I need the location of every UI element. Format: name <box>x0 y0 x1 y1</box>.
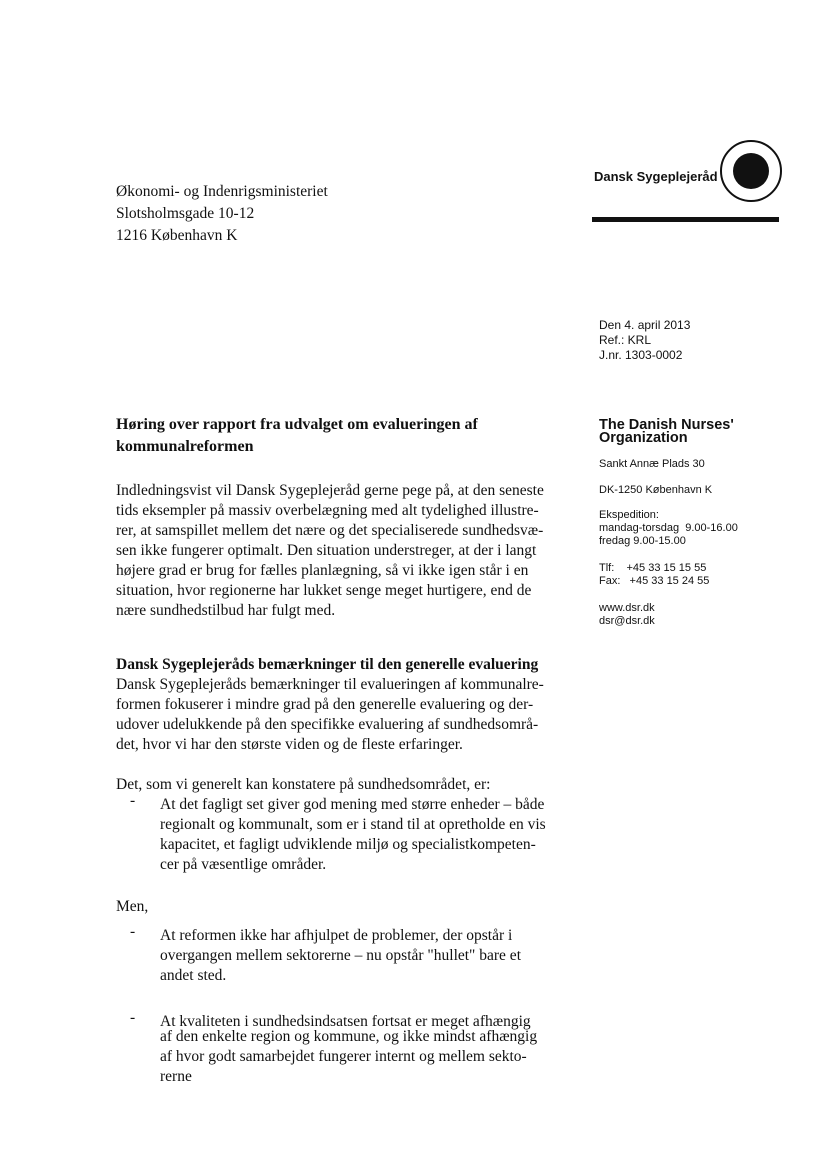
letterhead-rule <box>592 217 779 222</box>
section-heading: Dansk Sygeplejeråds bemærkninger til den generelle evaluering <box>116 656 539 673</box>
org-name: Dansk Sygeplejeråd <box>594 169 718 184</box>
dsr-logo-icon <box>718 138 784 204</box>
website-link[interactable]: www.dsr.dk <box>599 602 655 614</box>
email-link[interactable]: dsr@dsr.dk <box>599 615 655 627</box>
lead-sentence: Det, som vi generelt kan konstatere på sundhedsområdet, er: <box>116 776 491 793</box>
letter-page: Dansk Sygeplejeråd Økonomi- og Indenrigsministeriet Slotsholmsgade 10-12 1216 København K Den 4. april 2013 Ref.: KRL J.nr. 1303-0002 The Danish Nurses' Organization Sankt Annæ Plads 30 DK-1250 København K Ekspedition: mandag-torsdag 9.00-16.00 fredag 9.00-15.00 Tlf: +45 33 15 15 55 Fax: +45 33 15 24 55 www.dsr.dk dsr@dsr.dk Høring over rapport fra udvalget om evalueringen af kommunalreformen Indledningsvist vil Dansk Sygeplejeråd gerne pege på, at den seneste tids eksempler på massiv overbelægning med alt tydelighed illustre- rer, at samspillet mellem det nære og det specialiserede sundhedsvæ- sen ikke fungerer optimalt. Den situation understreger, at der i langt højere grad er brug for fælles planlægning, så vi ikke igen står i en situation, hvor regionerne har lukket senge meget hurtigere, end de nære sundhedstilbud har fulgt med. Dansk Sygeplejeråds bemærkninger til den generelle evaluering Dansk Sygeplejeråds bemærkninger til evalueringen af kommunalre- formen fokuserer i mindre grad på den generelle evaluering og der- udover udelukkende på den specifikke evaluering af sundhedsområ- det, hvor vi har den største viden og de fleste erfaringer. Det, som vi generelt kan konstatere på sundhedsområdet, er: - At det fagligt set giver god mening med større enheder – både regionalt og kommunalt, som er i stand til at opretholde en vis kapacitet, et fagligt udviklende miljø og specialistkompeten- cer på væsentlige områder. Men, - At reformen ikke har afhjulpet de problemer, der opstår i overgangen mellem sektorerne – nu opstår "hullet" bare et andet sted. - At kvaliteten i sundhedsindsatsen fortsat er meget afhængig af den enkelte region og kommune, og ikke mindst afhængig af hvor godt samarbejdet fungerer internt og mellem sekto- rerne <box>0 0 826 1169</box>
men-line: Men, <box>116 898 149 915</box>
